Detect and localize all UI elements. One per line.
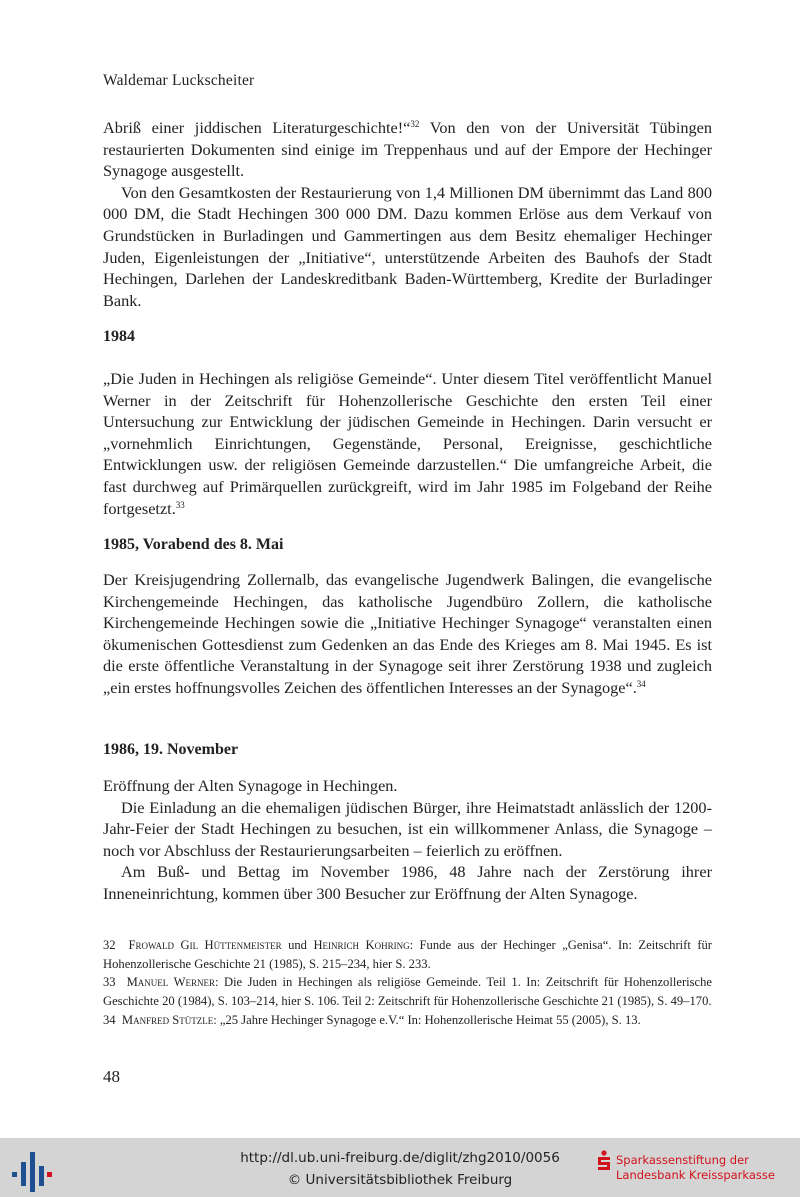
section-1984-text: „Die Juden in Hechingen als religiöse Gemeinde“. Unter diesem Titel veröffentlicht Manuel Werner in der Zeitschrift für Hohenzollerische Geschichte den ersten Teil einer Untersuchung zur Entwicklung der jüdischen Gemeinde in Hechingen. Darin versucht er „vornehmlich Einrichtungen, Gegenstände, Personal, Ereignisse, geschichtliche Entwicklungen usw. der religiösen Gemeinde darzustellen.“ Die umfangreiche Arbeit, die fast durchweg auf Primärquellen zurückgreift, wird im Jahr 1985 im Folgeband der Reihe fortgesetzt. — [103, 369, 712, 518]
section-heading-1984: 1984 — [103, 328, 135, 345]
footnote-author: Frowald Gil Hüttenmeister — [128, 938, 282, 952]
sparkasse-logo-icon — [596, 1150, 612, 1172]
footer-copyright: © Universitätsbibliothek Freiburg — [287, 1172, 513, 1188]
footnote-conjunction: und — [281, 938, 314, 952]
footnote-33 — [103, 973, 712, 1010]
footnote-author: Manuel Werner — [126, 975, 215, 990]
footnote-number: 34 — [103, 1012, 116, 1027]
intro-text-continued: Von den von der Universität Tübingen restaurierten Dokumenten sind einige im Treppenhaus und auf der Empore der Hechinger Synagoge ausgestellt. — [103, 118, 712, 181]
sponsor-line-1: Sparkassenstiftung der — [616, 1153, 749, 1167]
sponsor-text — [616, 1153, 775, 1183]
intro-paragraph-2: Von den Gesamtkosten der Restaurierung von 1,4 Millionen DM übernimmt das Land 800 000 DM, die Stadt Hechingen 300 000 DM. Dazu kommen Erlöse aus dem Verkauf von Grundstücken in Burladingen und Gammertingen aus dem Besitz ehemaliger Hechinger Juden, Eigenleistungen der „Initiative“, unterstützende Arbeiten des Bauhofs der Stadt Hechingen, Darlehen der Landeskreditbank Baden-Württemberg, Kredite der Burladinger Bank. — [103, 182, 712, 310]
section-1984-body — [103, 368, 712, 519]
footnote-text: : Funde aus der Hechinger „Genisa“. In: Zeitschrift für Hohenzollerische Geschichte 21 (1985), S. 215–234, hier S. 233. — [103, 938, 712, 971]
footnote-author: Manfred Stützle — [121, 1012, 214, 1027]
page-number: 48 — [103, 1067, 120, 1086]
section-heading-1985: 1985, Vorabend des 8. Mai — [103, 536, 284, 553]
intro-paragraph-1 — [103, 117, 712, 182]
sponsor-logo[interactable] — [594, 1148, 794, 1193]
footnotes — [103, 936, 712, 1030]
section-1986-body — [103, 775, 712, 905]
footnote-ref-33[interactable]: 33 — [175, 499, 185, 510]
footnote-34 — [103, 1011, 712, 1030]
footnote-number: 33 — [103, 975, 116, 990]
section-1986-paragraph-1: Eröffnung der Alten Synagoge in Hechingen. — [103, 776, 398, 795]
section-1986-paragraph-3: Am Buß- und Bettag im November 1986, 48 Jahre nach der Zerstörung ihrer Inneneinrichtung, kommen über 300 Besucher zur Eröffnung der Alten Synagoge. — [103, 862, 712, 903]
footnote-text: : „25 Jahre Hechinger Synagoge e.V.“ In: Hohenzollerische Heimat 55 (2005), S. 13. — [213, 1012, 641, 1027]
footnote-number: 32 — [103, 938, 116, 952]
intro-block — [103, 117, 712, 311]
footnote-text: : Die Juden in Hechingen als religiöse Gemeinde. Teil 1. In: Zeitschrift für Hohenzollerische Geschichte 20 (1984), S. 103–214, hier S. 106. Teil 2: Zeitschrift für Hohenzollerische Geschichte 21 (1985), S. 49–170. — [103, 975, 713, 1009]
footnote-ref-34[interactable]: 34 — [636, 678, 646, 689]
section-1985-text: Der Kreisjugendring Zollernalb, das evangelische Jugendwerk Balingen, die evangelische Kirchengemeinde Hechingen, das katholische Jugendbüro Zollern, die katholische Kirchengemeinde Hechingen sowie die „Initiative Hechinger Synagoge“ veranstalten einen ökumenischen Gottesdienst zum Gedenken an das Ende des Krieges am 8. Mai 1945. Es ist die erste öffentliche Veranstaltung in der Synagoge seit ihrer Zerstörung 1938 und zugleich „ein erstes hoffnungsvolles Zeichen des öffentlichen Interesses an der Synagoge“. — [103, 570, 712, 697]
section-1986-paragraph-2: Die Einladung an die ehemaligen jüdischen Bürger, ihre Heimatstadt anlässlich der 1200-Jahr-Feier der Stadt Hechingen zu besuchen, ist ein willkommener Anlass, die Synagoge – noch vor Abschluss der Restaurierungsarbeiten – feierlich zu eröffnen. — [103, 797, 712, 860]
intro-text: Abriß einer jiddischen Literaturgeschichte!“ — [103, 118, 411, 137]
section-1984-paragraph — [103, 368, 712, 519]
running-head: Waldemar Luckscheiter — [103, 72, 255, 89]
footer-bar — [0, 1138, 800, 1197]
footnote-ref-32[interactable]: 32 — [410, 119, 420, 129]
section-1985-paragraph — [103, 569, 712, 699]
section-heading-1986: 1986, 19. November — [103, 741, 239, 758]
footer-url-link[interactable]: http://dl.ub.uni-freiburg.de/diglit/zhg2010/0056 — [240, 1150, 560, 1166]
footnote-32 — [103, 936, 712, 973]
sponsor-line-2: Landesbank Kreissparkasse — [616, 1168, 775, 1182]
footnote-author: Heinrich Kohring — [313, 938, 410, 952]
section-1985-body — [103, 569, 712, 699]
